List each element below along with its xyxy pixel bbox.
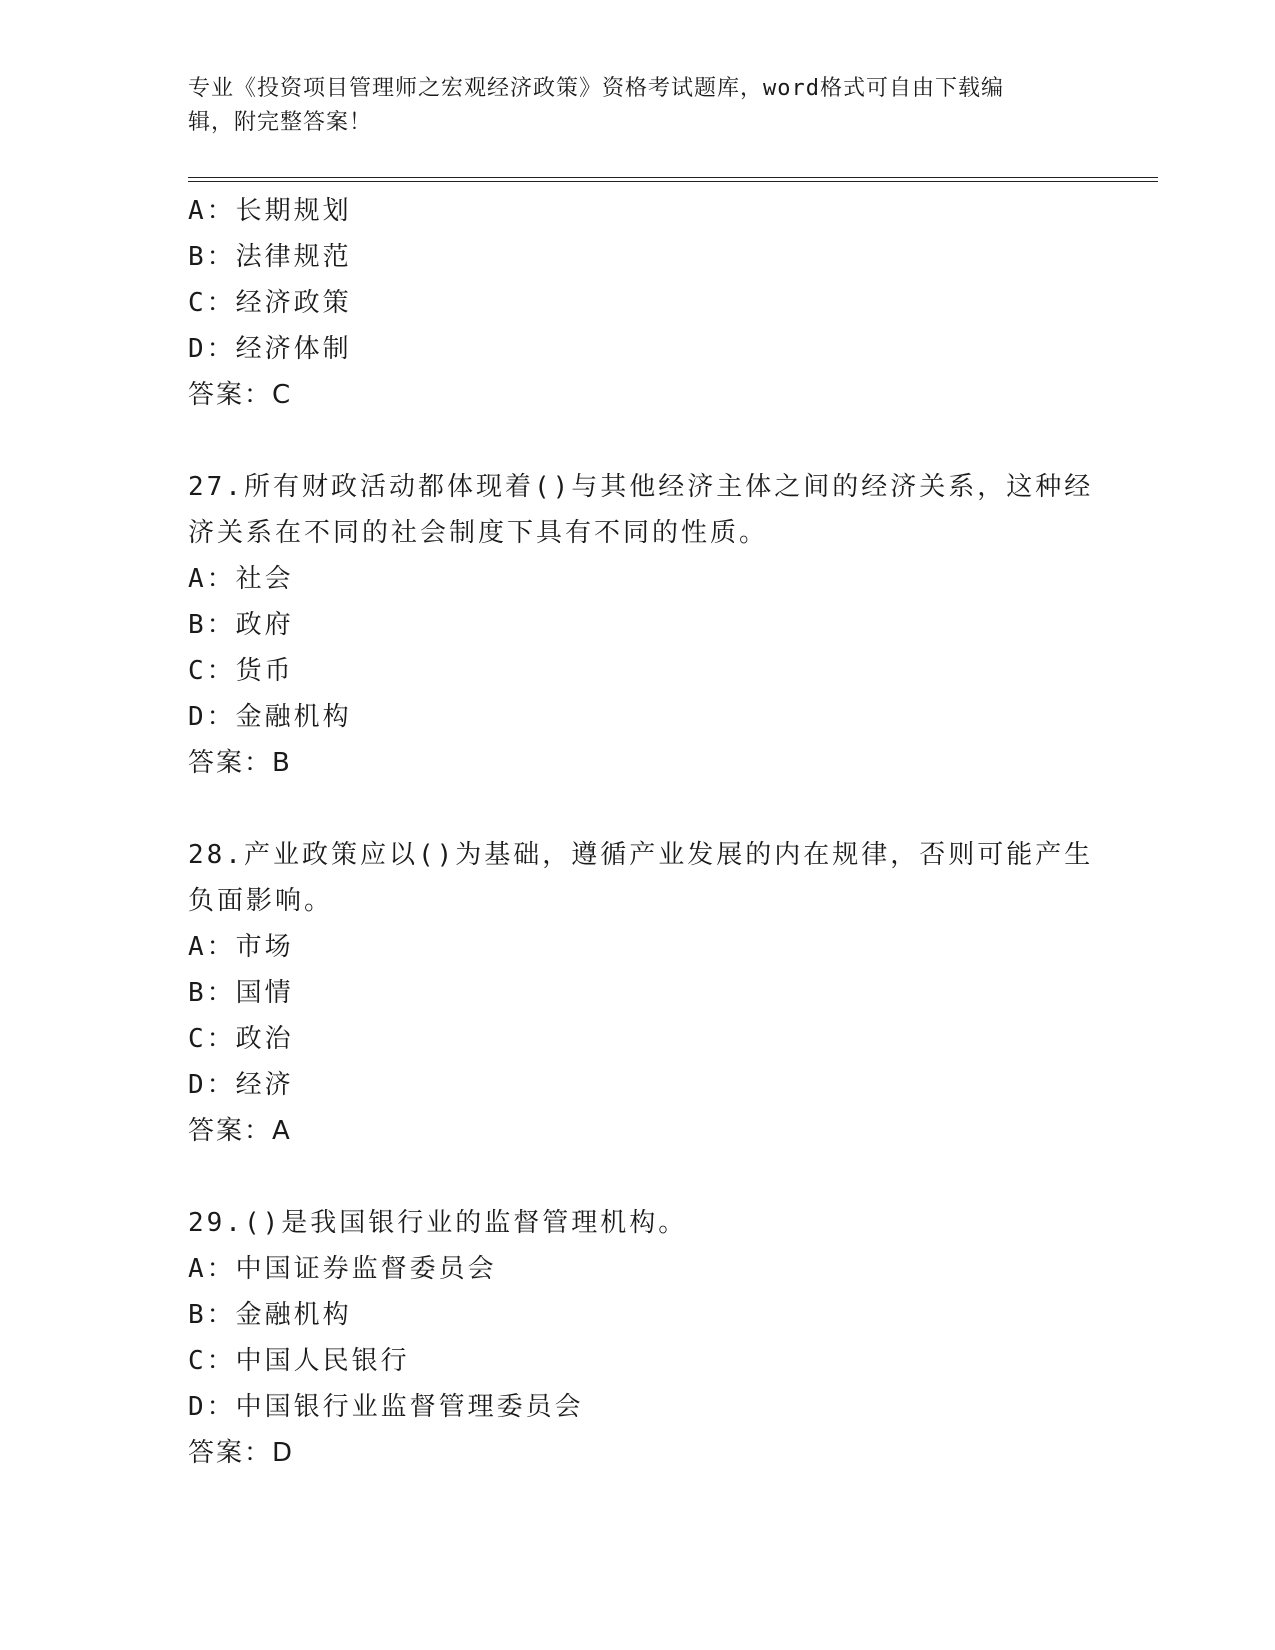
question-stem-cont: 负面影响。 bbox=[188, 886, 334, 916]
answer-line: 答案：D bbox=[188, 1438, 295, 1468]
option-d: D：经济 bbox=[188, 1070, 294, 1100]
option-b: B：法律规范 bbox=[188, 242, 352, 272]
spacer bbox=[188, 418, 1088, 464]
spacer bbox=[188, 1154, 1088, 1200]
answer-line: 答案：A bbox=[188, 1116, 292, 1146]
option-a: A：长期规划 bbox=[188, 196, 352, 226]
option-d: D：经济体制 bbox=[188, 334, 352, 364]
question-stem-cont: 济关系在不同的社会制度下具有不同的性质。 bbox=[188, 518, 769, 548]
header-line-2: 辑，附完整答案！ bbox=[188, 110, 373, 135]
question-stem: 28.产业政策应以()为基础，遵循产业发展的内在规律，否则可能产生 bbox=[188, 840, 1094, 870]
question-stem: 29.()是我国银行业的监督管理机构。 bbox=[188, 1208, 688, 1238]
option-d: D：中国银行业监督管理委员会 bbox=[188, 1392, 584, 1422]
header-line-1: 专业《投资项目管理师之宏观经济政策》资格考试题库，word格式可自由下载编 bbox=[188, 76, 1004, 101]
option-d: D：金融机构 bbox=[188, 702, 352, 732]
spacer bbox=[188, 786, 1088, 832]
question-block-28 bbox=[188, 832, 1094, 1154]
option-a: A：社会 bbox=[188, 564, 294, 594]
question-block-27 bbox=[188, 464, 1094, 786]
header-divider-top bbox=[188, 177, 1158, 178]
header-divider-bottom bbox=[188, 181, 1158, 182]
document-header bbox=[188, 72, 1068, 140]
option-b: B：政府 bbox=[188, 610, 294, 640]
option-a: A：市场 bbox=[188, 932, 294, 962]
question-block-29 bbox=[188, 1200, 1088, 1476]
option-b: B：国情 bbox=[188, 978, 294, 1008]
question-list bbox=[188, 188, 1094, 1476]
option-a: A：中国证券监督委员会 bbox=[188, 1254, 497, 1284]
option-b: B：金融机构 bbox=[188, 1300, 352, 1330]
answer-line: 答案：C bbox=[188, 380, 293, 410]
option-c: C：经济政策 bbox=[188, 288, 352, 318]
question-stem: 27.所有财政活动都体现着()与其他经济主体之间的经济关系，这种经 bbox=[188, 472, 1094, 502]
option-c: C：中国人民银行 bbox=[188, 1346, 410, 1376]
option-c: C：政治 bbox=[188, 1024, 294, 1054]
question-block-prev bbox=[188, 188, 1088, 418]
answer-line: 答案：B bbox=[188, 748, 292, 778]
option-c: C：货币 bbox=[188, 656, 294, 686]
